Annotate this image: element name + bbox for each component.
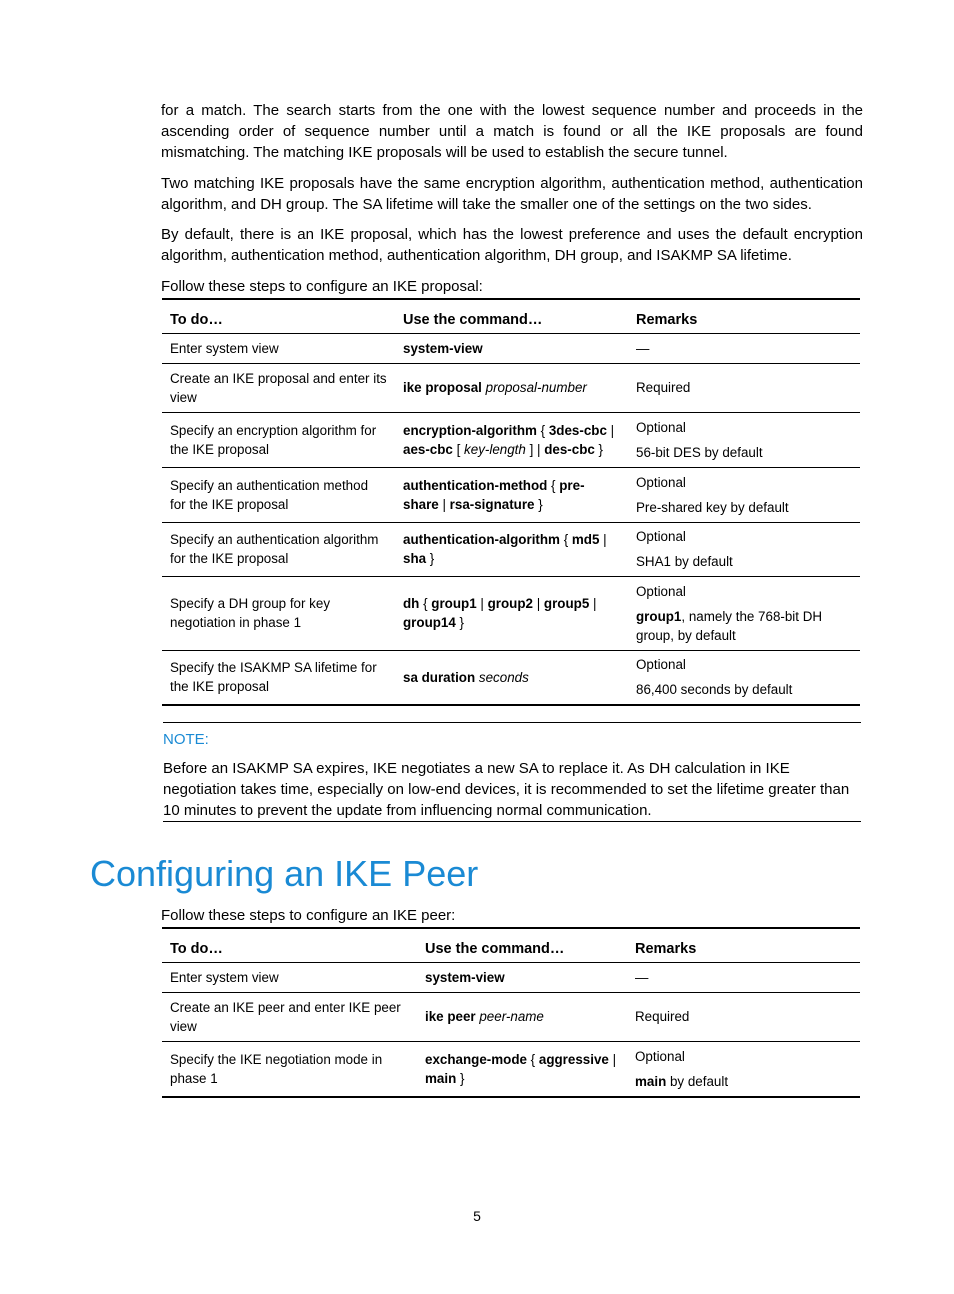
remarks-segment: Optional <box>636 657 686 673</box>
remarks-line <box>636 552 852 571</box>
todo-cell: Specify the ISAKMP SA lifetime for the IKE proposal <box>170 660 377 695</box>
remarks-cell <box>627 962 860 992</box>
command-segment: ike peer <box>425 1009 476 1024</box>
command-segment: | <box>608 1051 617 1067</box>
command-segment: } <box>455 615 465 630</box>
column-header-command: Use the command… <box>425 940 565 957</box>
command-segment: pre-share <box>403 477 585 512</box>
command-segment: sha <box>403 551 427 566</box>
command-segment: } <box>534 496 543 512</box>
remarks-cell <box>628 650 860 705</box>
command-segment: sa duration <box>403 669 476 685</box>
table-row <box>162 576 860 650</box>
table-row <box>162 333 860 363</box>
command-segment: peer-name <box>479 1009 544 1024</box>
section-heading: Configuring an IKE Peer <box>90 853 479 894</box>
table-row <box>162 467 860 522</box>
command-segment: authentication-method <box>403 477 548 493</box>
column-header-command: Use the command… <box>403 311 543 328</box>
command-segment: group2 <box>487 596 533 611</box>
ike-proposal-table <box>162 298 860 706</box>
remarks-cell <box>628 363 860 412</box>
todo-cell: Enter system view <box>170 340 279 356</box>
remarks-line <box>636 582 852 601</box>
remarks-line <box>635 968 852 987</box>
table-row <box>162 522 860 576</box>
column-header-remarks: Remarks <box>636 311 698 328</box>
remarks-segment: Required <box>635 1009 690 1024</box>
command-cell <box>417 1041 627 1097</box>
command-segment: | <box>589 596 597 611</box>
todo-cell: Create an IKE proposal and enter its view <box>170 370 387 405</box>
remarks-segment: — <box>635 969 649 985</box>
table-header-row <box>162 928 860 962</box>
command-cell <box>417 962 627 992</box>
table-row <box>162 412 860 467</box>
command-segment: { <box>559 532 572 547</box>
todo-cell: Specify an encryption algorithm for the IKE proposal <box>170 422 377 457</box>
command-segment: { <box>536 422 549 438</box>
remarks-segment: Optional <box>636 583 686 599</box>
remarks-cell <box>628 576 860 650</box>
command-segment: authentication-algorithm <box>403 532 560 547</box>
remarks-segment: , namely the 768-bit DH group, by default <box>636 608 823 643</box>
remarks-segment: Pre-shared key by default <box>636 499 789 515</box>
remarks-line <box>636 498 852 517</box>
remarks-segment: main <box>635 1073 667 1089</box>
intro-paragraph-1: for a match. The search starts from the one with the lowest sequence number and proceeds in the ascending order of sequence number until a match is found or all the IKE proposals are found mismatching. The matching IKE proposals will be used to establish the secure tunnel. <box>161 102 863 161</box>
remarks-segment: Optional <box>636 419 686 435</box>
command-segment: | <box>532 596 544 611</box>
command-segment: key-length <box>464 441 526 457</box>
remarks-segment: Optional <box>636 474 686 490</box>
column-header-todo: To do… <box>170 940 223 957</box>
command-segment: proposal-number <box>485 380 587 395</box>
todo-cell: Specify an authentication algorithm for the IKE proposal <box>170 532 379 566</box>
note-label: NOTE: <box>163 731 209 748</box>
command-segment: 3des-cbc <box>548 422 607 438</box>
table-row <box>162 962 860 992</box>
command-segment: aggressive <box>538 1051 609 1067</box>
command-segment: group1 <box>431 596 477 611</box>
remarks-segment: by default <box>666 1073 729 1089</box>
intro-paragraph-3: By default, there is an IKE proposal, which has the lowest preference and uses the default encryption algorithm, authentication method, authentication algorithm, DH group, and ISAKMP SA lifetime. <box>161 226 863 264</box>
command-segment: [ <box>452 441 465 457</box>
note-box <box>163 722 861 822</box>
column-header-todo: To do… <box>170 311 223 328</box>
command-cell <box>395 576 628 650</box>
remarks-cell <box>628 522 860 576</box>
command-segment: | <box>476 596 488 611</box>
proposal-steps-intro: Follow these steps to configure an IKE proposal: <box>161 278 483 295</box>
remarks-segment: Optional <box>636 529 686 544</box>
remarks-line <box>636 680 852 699</box>
command-segment: { <box>419 596 432 611</box>
table-row <box>162 363 860 412</box>
command-cell <box>395 650 628 705</box>
command-segment: ike proposal <box>403 380 482 395</box>
command-segment: } <box>594 441 604 457</box>
command-segment: | <box>599 532 607 547</box>
remarks-segment: 56-bit DES by default <box>636 444 763 460</box>
intro-paragraph-2: Two matching IKE proposals have the same encryption algorithm, authentication method, authentication algorithm, and DH group. The SA lifetime will take the smaller one of the settings on the two sides. <box>161 175 863 213</box>
command-segment: encryption-algorithm <box>403 422 537 438</box>
command-segment: group5 <box>543 596 590 611</box>
command-segment: } <box>426 551 435 566</box>
remarks-segment: — <box>636 340 650 356</box>
command-segment: | <box>438 496 450 512</box>
remarks-line <box>636 607 852 645</box>
command-cell <box>395 363 628 412</box>
remarks-cell <box>628 333 860 363</box>
remarks-line <box>636 527 852 546</box>
table-row <box>162 992 860 1041</box>
command-segment: { <box>526 1051 539 1067</box>
remarks-segment: SHA1 by default <box>636 554 733 569</box>
command-segment: system-view <box>403 340 483 356</box>
note-text: Before an ISAKMP SA expires, IKE negotiates a new SA to replace it. As DH calculation in IKE negotiation takes time, especially on low-end devices, it is recommended to set the lifetime greater than 10 minutes to prevent the update from influencing normal communication. <box>163 760 850 819</box>
command-cell <box>395 522 628 576</box>
command-segment: aes-cbc <box>403 441 453 457</box>
remarks-line <box>636 339 852 358</box>
column-header-remarks: Remarks <box>635 940 697 957</box>
command-segment: | <box>606 422 615 438</box>
command-segment: rsa-signature <box>449 496 535 512</box>
command-segment: md5 <box>571 532 600 547</box>
remarks-cell <box>627 1041 860 1097</box>
remarks-line <box>636 443 852 462</box>
ike-peer-table <box>162 927 860 1098</box>
command-segment: des-cbc <box>544 441 595 457</box>
remarks-line <box>636 655 852 674</box>
remarks-cell <box>628 412 860 467</box>
remarks-cell <box>628 467 860 522</box>
command-cell <box>395 467 628 522</box>
remarks-line <box>635 1007 852 1026</box>
todo-cell: Specify a DH group for key negotiation in phase 1 <box>170 596 331 630</box>
remarks-segment: Optional <box>635 1048 685 1064</box>
command-segment: group14 <box>403 615 456 630</box>
page-number: 5 <box>473 1208 481 1224</box>
command-segment: } <box>456 1070 465 1086</box>
remarks-segment: Required <box>636 380 691 395</box>
remarks-line <box>635 1047 852 1066</box>
table-row <box>162 1041 860 1097</box>
remarks-line <box>636 418 852 437</box>
todo-cell: Enter system view <box>170 969 279 985</box>
command-segment: main <box>425 1070 457 1086</box>
todo-cell: Specify an authentication method for the IKE proposal <box>170 477 369 512</box>
command-segment: { <box>547 477 560 493</box>
todo-cell: Specify the IKE negotiation mode in phase 1 <box>170 1051 383 1086</box>
remarks-line <box>636 473 852 492</box>
remarks-line <box>635 1072 852 1091</box>
command-segment: system-view <box>425 969 505 985</box>
command-segment: ] | <box>525 441 545 457</box>
table-row <box>162 650 860 705</box>
remarks-line <box>636 378 852 397</box>
remarks-segment: 86,400 seconds by default <box>636 682 793 698</box>
command-cell <box>395 333 628 363</box>
todo-cell: Create an IKE peer and enter IKE peer view <box>170 999 401 1034</box>
remarks-segment: group1 <box>636 608 682 624</box>
command-segment: seconds <box>478 669 529 685</box>
remarks-cell <box>627 992 860 1041</box>
command-segment: dh <box>403 596 420 611</box>
command-cell <box>417 992 627 1041</box>
peer-steps-intro: Follow these steps to configure an IKE peer: <box>161 907 456 924</box>
command-segment: exchange-mode <box>425 1051 527 1067</box>
command-cell <box>395 412 628 467</box>
table-header-row <box>162 299 860 333</box>
